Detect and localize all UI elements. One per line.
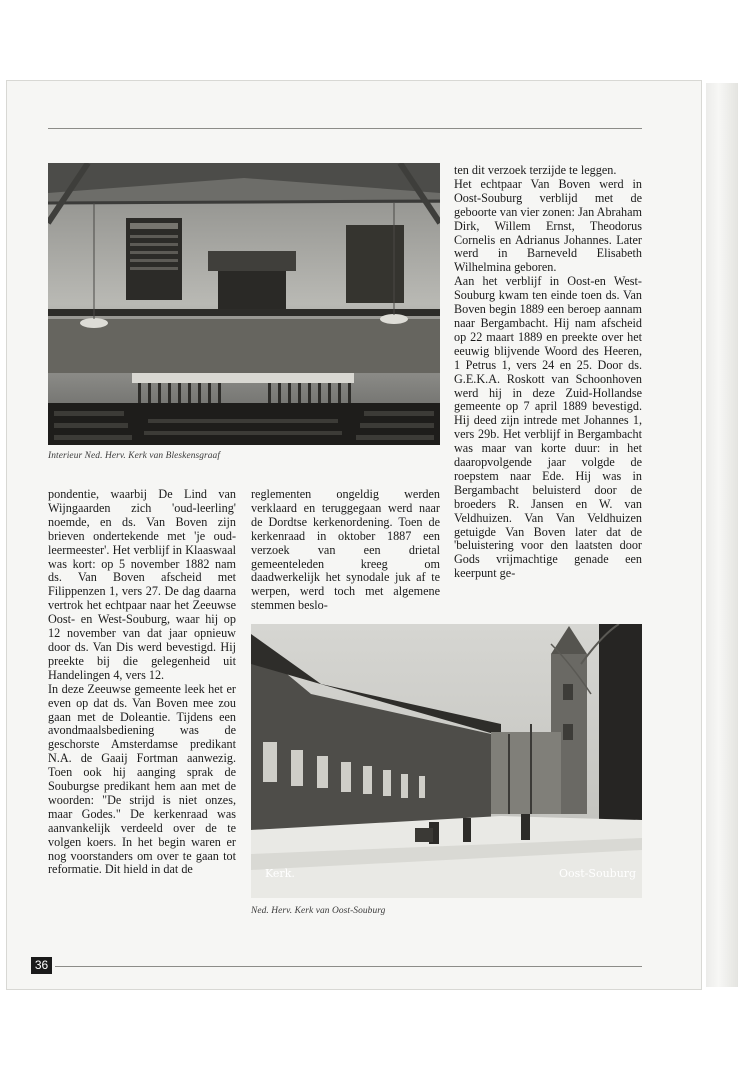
photo-church-interior	[48, 163, 440, 445]
top-rule	[48, 128, 642, 129]
bottom-rule	[55, 966, 642, 967]
paragraph: Aan het verblijf in Oost-en West-Souburg kwam ten einde toen ds. Van Boven begin 1889 een beroep aannam naar Bergambacht. Hij nam afscheid op 22 maart 1889 en preekte over het eeuwig blijvende Woord des Heeren, 1 Petrus 1, vers 24 en 25. Door ds. G.E.K.A. Roskott van Schoonhoven werd hij in deze Zuid-Hollandse gemeente op 7 april 1889 bevestigd. Hij deed zijn intrede met Johannes 1, vers 29b. Het verblijf in Bergambacht was maar van korte duur: in het daaropvolgende jaar volgde de roepstem naar Ede. Hij was in Bergambacht beluisterd door de broeders R. Jansen en W. van Veldhuizen. Van Van Veldhuizen getuigde Van Boven later dat de 'beluistering voor den laatsten door Gods vrijmachtige genade een keerpunt ge-	[454, 274, 642, 581]
church-interior-image	[48, 163, 440, 445]
paragraph: ten dit verzoek terzijde te leggen.	[454, 163, 617, 177]
page-number: 36	[31, 957, 52, 974]
paragraph: Het echtpaar Van Boven werd in Oost-Souburg verblijd met de geboorte van vier zonen: Jan Abraham Dirk, Willem Ernst, Theodorus Cornelis en Adrianus Johannes. Later werd in Barneveld Elisabeth Wilhelmina geboren.	[454, 176, 642, 275]
paragraph: pondentie, waarbij De Lind van Wijngaarden zich 'oud-leerling' noemde, en ds. Van Boven zijn brieven ondertekende met 'je oud-leermeester'. Het verblijf in Klaaswaal was kort: op 5 november 1882 nam ds. Van Boven afscheid met Filippenzen 1, vers 27. De dag daarna vertrok het echtpaar naar het Zeeuwse Oost- en West-Souburg, waar hij op 12 november van dat jaar opnieuw door ds. Van Dis werd bevestigd. Hij preekte bij die gelegenheid uit Handelingen 4, vers 12.	[48, 487, 236, 682]
text-column-middle	[251, 488, 440, 613]
caption-church-interior: Interieur Ned. Herv. Kerk van Bleskensgraaf	[48, 451, 221, 461]
text-column-right	[454, 164, 642, 581]
photo-label-left: Kerk.	[265, 867, 295, 880]
street-church-image	[251, 624, 642, 898]
text-column-left	[48, 488, 236, 877]
adjacent-page-edge	[706, 83, 738, 987]
caption-street-church: Ned. Herv. Kerk van Oost-Souburg	[251, 906, 386, 916]
photo-label-right: Oost-Souburg	[559, 867, 637, 880]
paragraph: reglementen ongeldig werden verklaard en teruggegaan werd naar de Dordtse kerkenordening. Toen de kerkenraad in oktober 1887 een verzoek van een drietal gemeenteleden kreeg om daadwerkelijk het synodale juk af te werpen, werd toch met algemene stemmen beslo-	[251, 487, 440, 613]
paragraph: In deze Zeeuwse gemeente leek het er even op dat ds. Van Boven mee zou gaan met de Doleantie. Tijdens een avondmaalsbediening was de geschorste Amsterdamse predikant N.A. de Gaaij Fortman aanwezig. Toen ook hij aanging sprak de Souburgse predikant hem aan met de woorden: "De strijd is niet onzes, maar Godes." De kerkenraad was aanvankelijk verdeeld over de te volgen koers. In het begin waren er nog voorstanders om over te gaan tot reformatie. Dit hield in dat de	[48, 681, 236, 877]
photo-street-church	[251, 624, 642, 898]
